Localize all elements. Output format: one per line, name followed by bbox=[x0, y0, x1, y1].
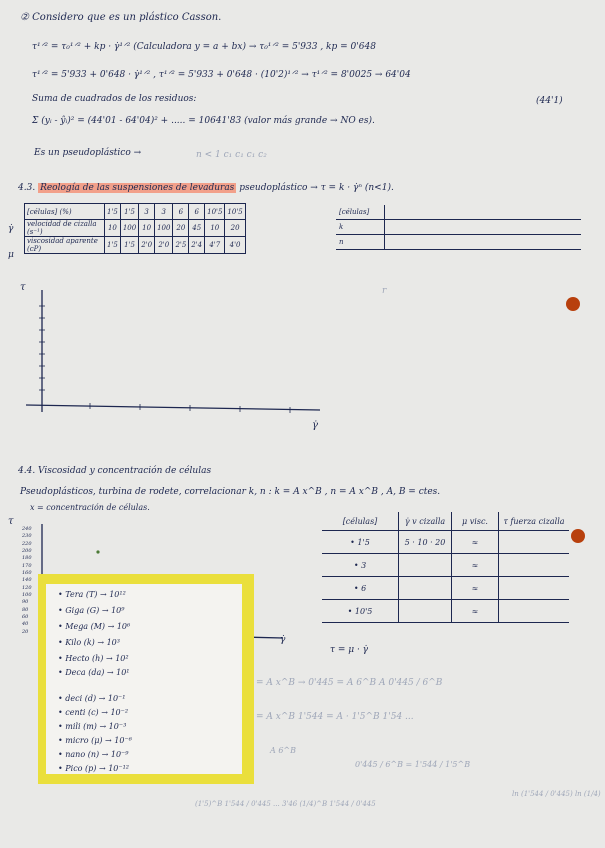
table-cell: 20 bbox=[225, 220, 245, 237]
prefix-item: • Pico (p) → 10⁻¹² bbox=[58, 764, 130, 773]
gamma-axis-label-2: γ̇ bbox=[280, 635, 286, 645]
residuals-sum: Σ (yᵢ - ŷᵢ)² = (44'01 - 64'04)² + ..... = 10641'83 (valor más grande → NO es). bbox=[32, 116, 375, 126]
y-tick-label: 80 bbox=[22, 606, 29, 613]
prefix-item: • Deca (da) → 10¹ bbox=[58, 668, 130, 677]
table-cell: 20 bbox=[173, 220, 189, 237]
y-tick-label: 20 bbox=[22, 628, 29, 635]
y-tick-label: 240 bbox=[22, 526, 32, 532]
table-cell bbox=[399, 600, 452, 623]
y-tick-label: 170 bbox=[22, 562, 32, 569]
casson-heading: ② Considero que es un plástico Casson. bbox=[20, 12, 222, 23]
table-cell bbox=[499, 531, 570, 554]
y-tick-label: 60 bbox=[22, 614, 29, 620]
prefix-item: • Tera (T) → 10¹² bbox=[58, 590, 126, 599]
table-cell: • 1'5 bbox=[322, 531, 399, 554]
scribble-text: n < 1 c₁ c₁ c₁ c₂ bbox=[196, 150, 267, 160]
faint-calculation: A 6^B bbox=[270, 746, 296, 755]
casson-substitution: τ¹ᐟ² = 5'933 + 0'648 · γ̇¹ᐟ² , τ¹ᐟ² = 5'933 + 0'648 · (10'2)¹ᐟ² → τ¹ᐟ² = 8'0025 → 64'04 bbox=[32, 70, 411, 80]
residual-value: (44'1) bbox=[536, 96, 563, 106]
table-cell bbox=[499, 600, 570, 623]
prefix-item: • Kilo (k) → 10³ bbox=[58, 638, 120, 647]
table-cell: 10'5 bbox=[225, 204, 245, 220]
casson-equation: τ¹ᐟ² = τ₀¹ᐟ² + kp · γ̇¹ᐟ² (Calculadora y = a + bx) → τ₀¹ᐟ² = 5'933 , kp = 0'648 bbox=[32, 42, 376, 52]
prefix-item: • centi (c) → 10⁻² bbox=[58, 708, 129, 717]
faint-calculation: ln (1'544 / 0'445) ln (1/4) bbox=[512, 790, 601, 798]
table-row bbox=[25, 220, 246, 237]
table-cell: 1'5 bbox=[105, 204, 121, 220]
gamma-axis-label: γ̇ bbox=[312, 420, 318, 431]
y-tick-label: 100 bbox=[22, 592, 32, 598]
header-shear-rate: γ̇ v cizalla bbox=[399, 512, 452, 531]
plot-point bbox=[96, 550, 99, 553]
table-cell: 6 bbox=[173, 204, 189, 220]
table-header-row bbox=[322, 512, 569, 531]
prefix-item: • Mega (M) → 10⁶ bbox=[58, 622, 131, 631]
y-tick-label: 90 bbox=[22, 599, 29, 606]
prefix-item: • Giga (G) → 10⁹ bbox=[58, 606, 125, 615]
pseudoplastic-conclusion: Es un pseudoplástico → bbox=[34, 148, 142, 158]
table-cell bbox=[399, 577, 452, 600]
n-label: n bbox=[336, 235, 385, 250]
table-cell: 4'7 bbox=[205, 237, 225, 254]
stress-graph bbox=[20, 282, 330, 432]
prefix-item: • Hecto (h) → 10² bbox=[58, 654, 129, 663]
stress-formula: τ = μ · γ̇ bbox=[330, 645, 369, 655]
table-cell bbox=[385, 220, 582, 235]
table-cell: ≈ bbox=[452, 600, 499, 623]
mu-side-label: μ bbox=[8, 250, 14, 260]
table-cell: 2'0 bbox=[155, 237, 173, 254]
viscosity-table bbox=[322, 512, 569, 623]
y-tick-label: 230 bbox=[22, 533, 32, 540]
section-44-x-def: x = concentración de células. bbox=[30, 503, 150, 512]
header-shear-stress: τ fuerza cizalla bbox=[499, 512, 570, 531]
table-cell: • 6 bbox=[322, 577, 399, 600]
kn-table bbox=[336, 205, 581, 250]
table-cell bbox=[499, 577, 570, 600]
graph-mark: r bbox=[382, 286, 387, 296]
tau-axis-label: τ bbox=[20, 282, 26, 293]
prefix-item: • micro (μ) → 10⁻⁶ bbox=[58, 736, 132, 745]
row-header: viscosidad aparente (cP) bbox=[25, 237, 105, 254]
faint-calculation: 0'445 / 6^B = 1'544 / 1'5^B bbox=[355, 760, 471, 769]
y-tick-label: 200 bbox=[22, 548, 32, 554]
gamma-side-label: γ̇ bbox=[8, 224, 14, 234]
faint-calculation: (1'5)^B 1'544 / 0'445 ... 3'46 (1/4)^B 1'544 / 0'445 bbox=[195, 800, 376, 808]
table-cell: 6 bbox=[189, 204, 205, 220]
section-43-title bbox=[18, 183, 394, 193]
prefix-item: • deci (d) → 10⁻¹ bbox=[58, 694, 126, 703]
table-cell bbox=[499, 554, 570, 577]
table-cell: 100 bbox=[120, 220, 138, 237]
y-tick-label: 180 bbox=[22, 555, 32, 562]
table-cell: • 3 bbox=[322, 554, 399, 577]
y-tick-label: 140 bbox=[22, 577, 32, 584]
prefix-item: • mili (m) → 10⁻³ bbox=[58, 722, 127, 731]
table-cell: 10'5 bbox=[205, 204, 225, 220]
section-43-rest: pseudoplástico → τ = k · γ̇ⁿ (n<1). bbox=[239, 183, 394, 193]
table-row bbox=[336, 235, 581, 250]
faint-calculation: = A x^B 1'544 = A · 1'5^B 1'54 ... bbox=[256, 712, 414, 722]
section-43-number: 4.3. bbox=[18, 183, 36, 193]
yeast-data-table bbox=[24, 203, 246, 254]
table-cell: 4'0 bbox=[225, 237, 245, 254]
table-cell: 10 bbox=[205, 220, 225, 237]
table-row bbox=[322, 577, 569, 600]
table-cell: ≈ bbox=[452, 577, 499, 600]
table-cell: 2'0 bbox=[139, 237, 155, 254]
table-cell bbox=[399, 554, 452, 577]
table-cell bbox=[385, 235, 582, 250]
table-row bbox=[322, 600, 569, 623]
table-row bbox=[336, 220, 581, 235]
y-tick-label: 40 bbox=[22, 621, 29, 628]
x-axis bbox=[26, 405, 320, 410]
binder-hole bbox=[571, 529, 585, 543]
y-tick-label: 120 bbox=[22, 584, 32, 591]
header-viscosity: μ visc. bbox=[452, 512, 499, 531]
faint-calculation: = A x^B → 0'445 = A 6^B A 0'445 / 6^B bbox=[256, 678, 443, 688]
table-row bbox=[336, 205, 581, 220]
table-cell: 10 bbox=[105, 220, 121, 237]
table-cell: ≈ bbox=[452, 531, 499, 554]
sticky-note-paper bbox=[46, 584, 242, 774]
tau-axis-label-2: τ bbox=[8, 516, 14, 527]
sticky-note bbox=[38, 574, 254, 784]
table-cell: 100 bbox=[155, 220, 173, 237]
table-cell: ≈ bbox=[452, 554, 499, 577]
table-cell: 10 bbox=[139, 220, 155, 237]
table-cell: 1'5 bbox=[120, 237, 138, 254]
residuals-label: Suma de cuadrados de los residuos: bbox=[32, 94, 197, 104]
table-cell bbox=[385, 205, 582, 220]
y-tick-label: 160 bbox=[22, 570, 32, 576]
row-header: [células] (%) bbox=[25, 204, 105, 220]
section-44-text: Pseudoplásticos, turbina de rodete, correlacionar k, n : k = A x^B , n = A x^B , A, B = ctes. bbox=[20, 487, 441, 497]
table-cell: 2'4 bbox=[189, 237, 205, 254]
y-tick-label: 220 bbox=[22, 540, 32, 547]
table-cell: 3 bbox=[139, 204, 155, 220]
table-cell: • 10'5 bbox=[322, 600, 399, 623]
row-header: velocidad de cizalla (s⁻¹) bbox=[25, 220, 105, 237]
table-cell: 2'5 bbox=[173, 237, 189, 254]
header-cells: [células] bbox=[322, 512, 399, 531]
table-cell: 5 · 10 · 20 bbox=[399, 531, 452, 554]
table-cell: 3 bbox=[155, 204, 173, 220]
table-cell: 1'5 bbox=[105, 237, 121, 254]
k-label: k bbox=[336, 220, 385, 235]
section-43-highlight: Reología de las suspensiones de levaduras bbox=[40, 183, 235, 193]
binder-hole bbox=[566, 297, 580, 311]
table-row bbox=[25, 204, 246, 220]
x-ticks bbox=[90, 403, 290, 413]
prefix-item: • nano (n) → 10⁻⁹ bbox=[58, 750, 129, 759]
table-cell: 45 bbox=[189, 220, 205, 237]
table-row bbox=[322, 531, 569, 554]
table-cell: 1'5 bbox=[120, 204, 138, 220]
section-44-title: 4.4. Viscosidad y concentración de células bbox=[18, 466, 212, 476]
table-row bbox=[25, 237, 246, 254]
table-row bbox=[322, 554, 569, 577]
kn-header: [células] bbox=[336, 205, 385, 220]
